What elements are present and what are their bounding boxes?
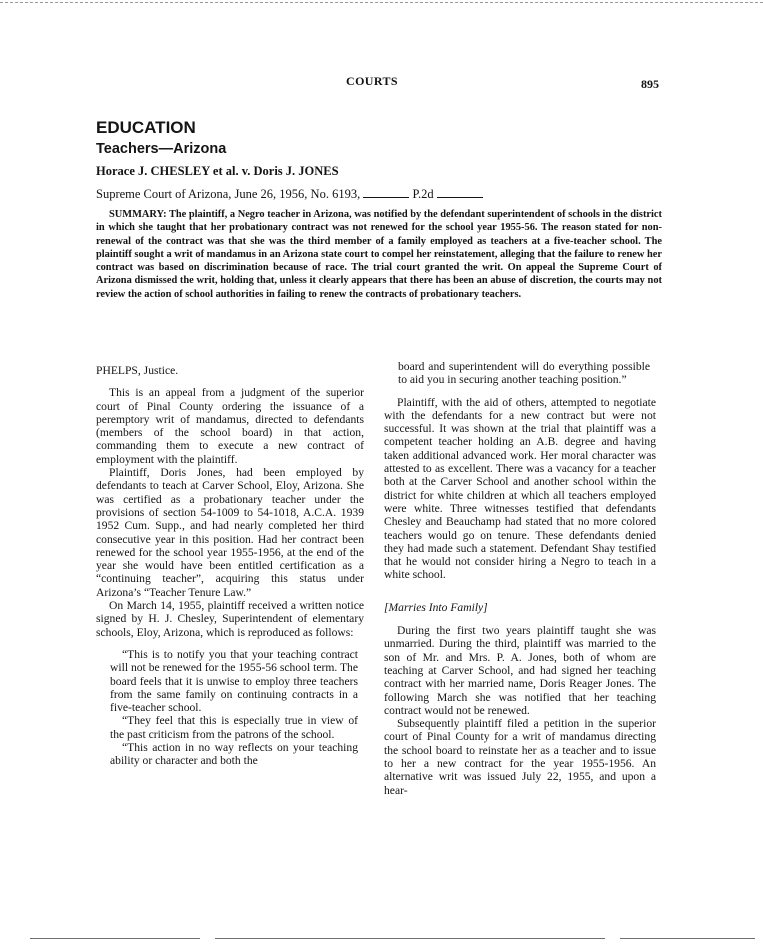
opinion-author: PHELPS, Justice. bbox=[96, 364, 179, 377]
running-head bbox=[0, 74, 763, 94]
subtopic-heading: Teachers—Arizona bbox=[96, 141, 227, 157]
bottom-rule bbox=[620, 938, 755, 939]
case-title: Horace J. CHESLEY et al. v. Doris J. JONES bbox=[96, 164, 339, 178]
opinion-paragraph: During the first two years plaintiff taught she was unmarried. During the third, plaintiff was married to the son of Mr. and Mrs. P. A. Jones, both of whom are teaching at Carver School, and had signed her teaching contract with her married name, Doris Reager Jones. The following March she was notified that her teaching contract would not be renewed. bbox=[384, 624, 656, 717]
citation-blank-page bbox=[437, 187, 483, 198]
case-citation bbox=[96, 186, 662, 203]
citation-blank-volume bbox=[363, 187, 409, 198]
top-dashed-rule bbox=[0, 2, 763, 3]
notice-quote-paragraph: “This is to notify you that your teaching contract will not be renewed for the 1955-56 school term. The board feels that it is unwise to employ three teachers from the same family on continuing contracts in a five-teacher school. bbox=[110, 647, 358, 715]
opinion-paragraph: Plaintiff, Doris Jones, had been employed by defendants to teach at Carver School, Eloy, Arizona. She was certified as a probationary teacher under the provisions of section 54-1009 to 54-1018, A.C.A. 1939 1952 Cum. Supp., and had nearly completed her third consecutive year in this position. Had her contract been renewed for the school year 1955-1956, at the end of the year she would have been entitled certification as a “continuing teacher”, acquiring this status under Arizona’s “Teacher Tenure Law.” bbox=[96, 466, 364, 599]
bottom-rule bbox=[215, 938, 605, 939]
citation-text: Supreme Court of Arizona, June 26, 1956, No. 6193, bbox=[96, 187, 361, 201]
opinion-paragraph: This is an appeal from a judgment of the superior court of Pinal County ordering the issuance of a peremptory writ of mandamus, directed to defendants (members of the school board) in that action, commanding them to execute a new contract of employment with the plaintiff. bbox=[96, 386, 364, 466]
bottom-rule bbox=[30, 938, 200, 939]
opinion-paragraph: Subsequently plaintiff filed a petition in the superior court of Pinal County for a writ of mandamus directing the school board to reinstate her as a teacher and to issue to her a new contract for the year 1955-1956. An alternative writ was issued July 22, 1955, and upon a hear- bbox=[384, 717, 656, 797]
case-summary: SUMMARY: The plaintiff, a Negro teacher in Arizona, was notified by the defendant superintendent of schools in the district in which she taught that her probationary contract was not renewed for the school year 1955-56. The reason stated for non-renewal of the contract was that she was the third member of a family employed as teachers at a five-teacher school. The plaintiff sought a writ of mandamus in an Arizona state court to compel her reinstatement, alleging that the failure to renew her contract was based on discrimination because of race. The trial court granted the writ. On appeal the Supreme Court of Arizona dismissed the writ, holding that, unless it clearly appears that there has been an abuse of discretion, the courts may not review the action of school authorities in failing to renew the contracts of probationary teachers. bbox=[96, 209, 662, 300]
section-title: COURTS bbox=[346, 74, 398, 88]
opinion-left-column bbox=[96, 360, 364, 768]
citation-reporter: P.2d bbox=[412, 187, 434, 201]
opinion-right-column bbox=[384, 360, 656, 797]
notice-quote-continuation: board and superintendent will do everything possible to aid you in securing another teaching position.” bbox=[398, 360, 650, 387]
topic-heading: EDUCATION bbox=[96, 118, 196, 137]
case-header bbox=[96, 117, 662, 301]
page-number: 895 bbox=[641, 77, 659, 91]
section-subheading: [Marries Into Family] bbox=[384, 600, 488, 614]
notice-quote-paragraph: “This action in no way reflects on your teaching ability or character and both the bbox=[110, 741, 358, 768]
notice-quote-paragraph: “They feel that this is especially true in view of the past criticism from the patrons of the school. bbox=[110, 714, 358, 741]
opinion-paragraph: On March 14, 1955, plaintiff received a written notice signed by H. J. Chesley, Superintendent of elementary schools, Eloy, Arizona, which is reproduced as follows: bbox=[96, 599, 364, 639]
opinion-paragraph: Plaintiff, with the aid of others, attempted to negotiate with the defendants for a new contract but were not successful. It was shown at the trial that plaintiff was a competent teacher holding an A.B. degree and having taken additional advanced work. Her moral character was attested to as excellent. There was a vacancy for a teacher both at the Carver School and another school within the district for white children at which all teachers employed were white. Three witnesses testified that defendants Chesley and Beauchamp had stated that no more colored teachers would go on tenure. These defendants denied they had made such a statement. Defendant Shay testified that he would not consider hiring a Negro to teach in a white school. bbox=[384, 395, 656, 582]
